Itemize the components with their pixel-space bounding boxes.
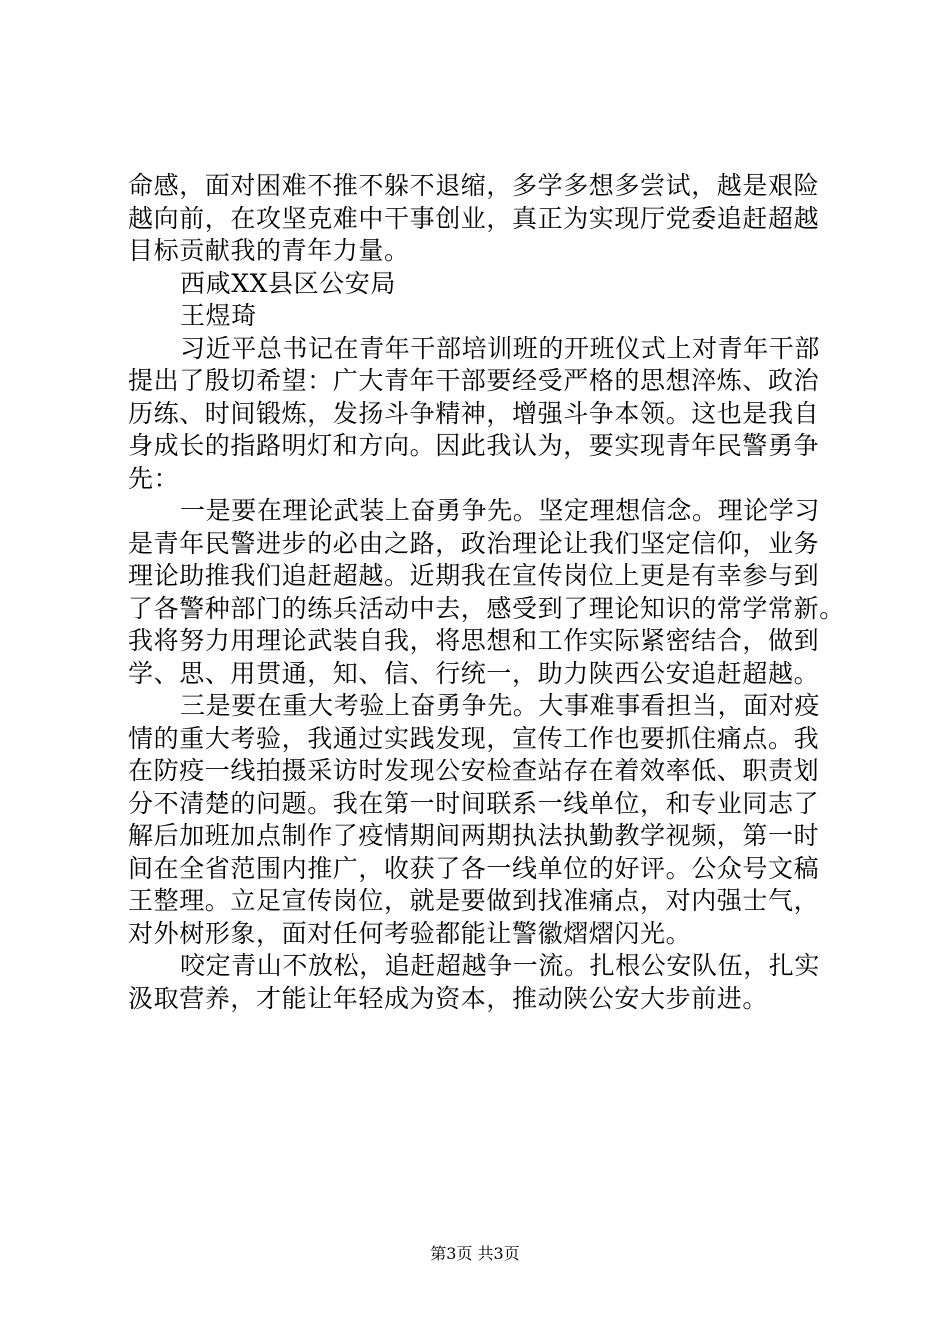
text-line: 情的重大考验，我通过实践发现，宣传工作也要抓住痛点。我 [128, 723, 820, 753]
text-line: 先： [128, 463, 180, 493]
text-line: 分不清楚的问题。我在第一时间联系一线单位，和专业同志了 [128, 788, 820, 818]
document-body [128, 170, 845, 1015]
text-line: 是青年民警进步的必由之路，政治理论让我们坚定信仰，业务 [128, 528, 820, 558]
text-line: 理论助推我们追赶超越。近期我在宣传岗位上更是有幸参与到 [128, 561, 820, 590]
text-line: 我将努力用理论武装自我，将思想和工作实际紧密结合，做到 [128, 626, 820, 655]
author-name: 王煜琦 [180, 301, 257, 330]
paragraph-start: 咬定青山不放松，追赶超越争一流。扎根公安队伍，扎实 [180, 951, 821, 980]
paragraph-start: 三是要在重大考验上奋勇争先。大事难事看担当，面对疫 [180, 691, 821, 720]
text-line: 身成长的指路明灯和方向。因此我认为，要实现青年民警勇争 [128, 431, 820, 460]
text-line: 越向前，在攻坚克难中干事创业，真正为实现厅党委追赶超越 [128, 203, 820, 233]
author-organization: 西咸XX县区公安局 [180, 268, 396, 298]
text-line: 王整理。立足宣传岗位，就是要做到找准痛点，对内强士气， [128, 886, 820, 915]
text-line: 在防疫一线拍摄采访时发现公安检查站存在着效率低、职责划 [128, 756, 820, 785]
text-line: 对外树形象，面对任何考验都能让警徽熠熠闪光。 [128, 918, 692, 948]
text-line: 命感，面对困难不推不躲不退缩，多学多想多尝试，越是艰险 [128, 171, 820, 200]
text-line: 提出了殷切希望：广大青年干部要经受严格的思想淬炼、政治 [128, 366, 820, 395]
text-line: 解后加班加点制作了疫情期间两期执法执勤教学视频，第一时 [128, 821, 820, 850]
text-line: 间在全省范围内推广，收获了各一线单位的好评。公众号文稿 [128, 853, 820, 883]
page-number-footer: 第3页 共3页 [430, 1244, 520, 1263]
text-line: 历练、时间锻炼，发扬斗争精神，增强斗争本领。这也是我自 [128, 398, 820, 428]
paragraph-start: 习近平总书记在青年干部培训班的开班仪式上对青年干部 [180, 333, 821, 363]
text-line: 目标贡献我的青年力量。 [128, 236, 410, 265]
text-line: 学、思、用贯通，知、信、行统一，助力陕西公安追赶超越。 [128, 658, 820, 688]
text-line: 了各警种部门的练兵活动中去，感受到了理论知识的常学常新。 [128, 593, 845, 623]
text-line: 汲取营养，才能让年轻成为资本，推动陕公安大步前进。 [128, 983, 769, 1013]
paragraph-start: 一是要在理论武装上奋勇争先。坚定理想信念。理论学习 [180, 496, 821, 525]
